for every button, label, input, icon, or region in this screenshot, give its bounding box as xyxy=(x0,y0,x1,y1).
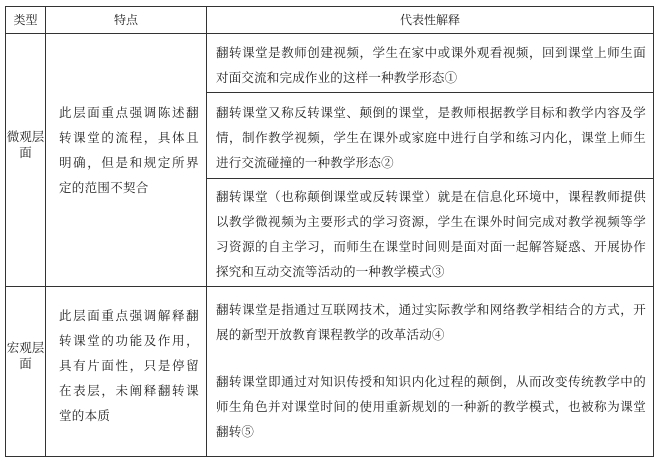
definition-table xyxy=(5,6,654,457)
row-divider xyxy=(6,286,653,287)
column-divider xyxy=(206,7,207,456)
category-macro: 宏观层面 xyxy=(6,340,45,371)
definition-2: 翻转课堂又称反转课堂、颠倒的课堂，是教师根据教学目标和教学内容及学情，制作教学视频，学生在课外或家庭中进行自学和练习内化，课堂上师生进行交流碰撞的一种教学形态② xyxy=(216,105,646,170)
header-type: 类型 xyxy=(13,13,38,27)
category-micro: 微观层面 xyxy=(6,129,45,160)
table-header xyxy=(6,7,653,34)
header-feature: 特点 xyxy=(113,13,138,27)
header-definition: 代表性解释 xyxy=(399,13,460,27)
subrow-divider xyxy=(206,178,653,179)
definition-4: 翻转课堂是指通过互联网技术，通过实际教学和网络教学相结合的方式，开展的新型开放教育课程教学的改革活动④ xyxy=(216,302,646,342)
subrow-divider xyxy=(206,92,653,93)
column-divider xyxy=(45,7,46,456)
feature-micro: 此层面重点强调陈述翻转课堂的流程，具体且明确，但是和规定所界定的范围不契合 xyxy=(59,105,199,195)
definition-5: 翻转课堂即通过对知识传授和知识内化过程的颠倒，从而改变传统教学中的师生角色并对课堂时间的使用重新规划的一种新的教学模式，也被称为课堂翻转⑤ xyxy=(216,374,646,439)
definition-3: 翻转课堂（也称颠倒课堂或反转课堂）就是在信息化环境中，课程教师提供以教学微视频为主要形式的学习资源，学生在课外时间完成对教学视频等学习资源的自主学习，而师生在课堂时间则是面对面一起解答疑惑、开展协作探究和互动交流等活动的一种教学模式③ xyxy=(216,189,646,279)
definition-1: 翻转课堂是教师创建视频，学生在家中或课外观看视频，回到课堂上师生面对面交流和完成作业的这样一种教学形态① xyxy=(216,45,646,85)
feature-macro: 此层面重点强调解释翻转课堂的功能及作用，具有片面性，只是停留在表层，未阐释翻转课堂的本质 xyxy=(59,308,199,423)
